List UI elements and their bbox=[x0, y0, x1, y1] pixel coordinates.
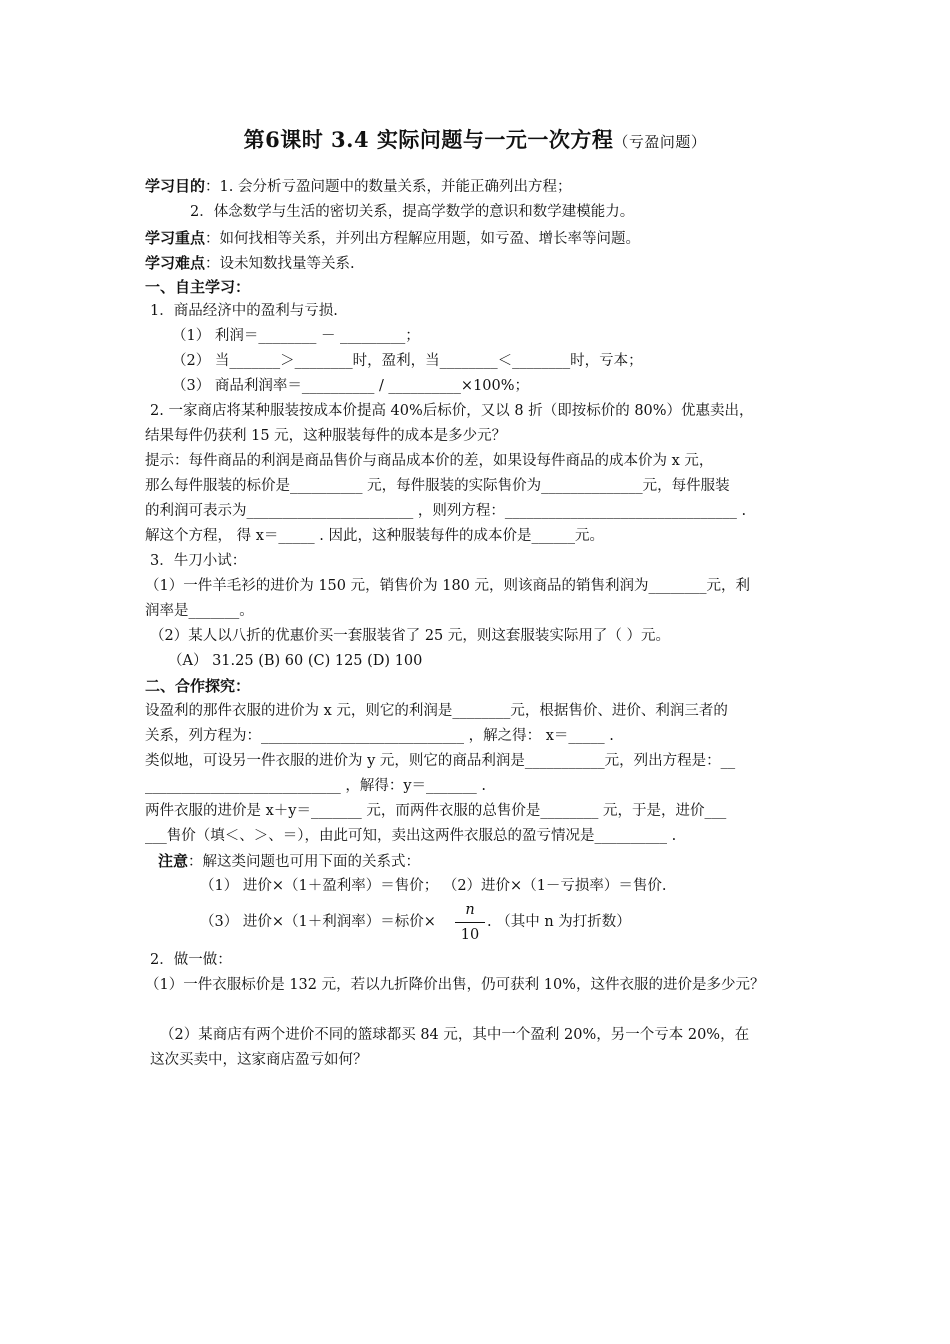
formula-3-post: . （其中 n 为打折数） bbox=[487, 914, 631, 930]
objectives-line2: 2．体念数学与生活的密切关系，提高学数学的意识和数学建模能力。 bbox=[190, 204, 635, 220]
section1-q2-line-6: 解这个方程， 得 x＝_____ . 因此，这种服装每件的成本价是______元。 bbox=[145, 528, 604, 544]
section1-q2-line-4: 那么每件服装的标价是__________ 元，每件服装的实际售价为______________元，每件服装 bbox=[145, 478, 730, 494]
section1-q2-line-2: 结果每件仍获利 15 元，这种服装每件的成本是多少元？ bbox=[145, 428, 507, 444]
section1-q2-line-5: 的利润可表示为_______________________ ，则列方程：________________________________ . bbox=[145, 503, 747, 519]
section1-q1-item-2: （2） 当_______＞________时，盈利，当________＜________时，亏本； bbox=[172, 353, 643, 369]
objectives-line1 bbox=[145, 176, 571, 197]
page-title bbox=[0, 124, 950, 154]
section1-q3-line-3: （2）某人以八折的优惠价买一套服装省了 25 元，则这套服装实际用了（ ）元。 bbox=[150, 628, 671, 644]
section2-heading: 二、合作探究： bbox=[145, 677, 251, 695]
difficulties-text: ：设未知数找量等关系. bbox=[205, 256, 355, 272]
section1-q3: 3．牛刀小试： bbox=[150, 553, 247, 569]
key-points-text: ：如何找相等关系，并列出方程解应用题，如亏盈、增长率等问题。 bbox=[205, 231, 641, 247]
section1-q1: 1．商品经济中的盈利与亏损. bbox=[150, 303, 338, 319]
note bbox=[158, 851, 420, 872]
formula-1-2: （1） 进价×（1＋盈利率）＝售价； （2）进价×（1－亏损率）＝售价. bbox=[200, 878, 667, 894]
section1-q3-line-2: 润率是_______。 bbox=[145, 603, 254, 619]
title-sub: （亏盈问题） bbox=[613, 133, 707, 151]
key-points bbox=[145, 228, 640, 249]
section2-line-4: ___________________________ ，解得：y＝_______ . bbox=[145, 778, 487, 794]
practice-q2-line-2: 这次买卖中，这家商店盈亏如何？ bbox=[150, 1052, 368, 1068]
difficulties-label: 学习难点 bbox=[145, 254, 206, 272]
objectives-text1: ：1. 会分析亏盈问题中的数量关系，并能正确列出方程； bbox=[205, 179, 572, 195]
section1-q1-item-3: （3） 商品利润率＝__________ / __________×100%； bbox=[172, 378, 530, 394]
note-text: ：解这类问题也可用下面的关系式： bbox=[188, 854, 421, 870]
section2-line-6: ___售价（填＜、＞、＝），由此可知，卖出这两件衣服总的盈亏情况是__________ . bbox=[145, 828, 677, 844]
practice-q2-line-1: （2）某商店有两个进价不同的篮球都买 84 元，其中一个盈利 20%，另一个亏本 20%，在 bbox=[160, 1027, 750, 1043]
section1-q3-options: （A） 31.25 (B) 60 (C) 125 (D) 100 bbox=[168, 653, 423, 669]
practice-heading: 2．做一做： bbox=[150, 952, 232, 968]
key-points-label: 学习重点 bbox=[145, 229, 206, 247]
section1-q2-line-1: 2. 一家商店将某种服装按成本价提高 40%后标价，又以 8 折（即按标价的 80%）优惠卖出， bbox=[150, 403, 754, 419]
fraction-denominator: 10 bbox=[460, 927, 480, 943]
fraction-numerator: n bbox=[465, 902, 475, 918]
section1-q3-line-1: （1）一件羊毛衫的进价为 150 元，销售价为 180 元，则该商品的销售利润为________元，利 bbox=[145, 578, 751, 594]
formula-3-pre: （3） 进价×（1＋利润率）＝标价× bbox=[200, 914, 436, 930]
objectives-label: 学习目的 bbox=[145, 177, 206, 195]
section1-q2-line-3: 提示：每件商品的利润是商品售价与商品成本价的差，如果设每件商品的成本价为 x 元， bbox=[145, 453, 714, 469]
note-label: 注意 bbox=[158, 852, 189, 870]
section2-line-2: 关系，列方程为：____________________________ ，解之得： x＝_____ . bbox=[145, 728, 614, 744]
difficulties bbox=[145, 253, 355, 274]
fraction-bar bbox=[455, 922, 485, 923]
formula-3-fraction bbox=[455, 900, 485, 945]
section2-line-1: 设盈利的那件衣服的进价为 x 元，则它的利润是________元，根据售价、进价、利润三者的 bbox=[145, 703, 728, 719]
title-main: 第6课时 3.4 实际问题与一元一次方程 bbox=[243, 127, 614, 152]
practice-q1: （1）一件衣服标价是 132 元，若以九折降价出售，仍可获利 10%，这件衣服的进价是多少元？ bbox=[145, 977, 765, 993]
section2-line-5: 两件衣服的进价是 x＋y＝_______ 元，而两件衣服的总售价是________ 元，于是，进价___ bbox=[145, 803, 727, 819]
section1-heading: 一、自主学习： bbox=[145, 278, 251, 296]
section1-q1-item-1: （1） 利润＝________ － _________； bbox=[172, 328, 420, 344]
section2-line-3: 类似地，可设另一件衣服的进价为 y 元，则它的商品利润是___________元，列出方程是：__ bbox=[145, 753, 736, 769]
